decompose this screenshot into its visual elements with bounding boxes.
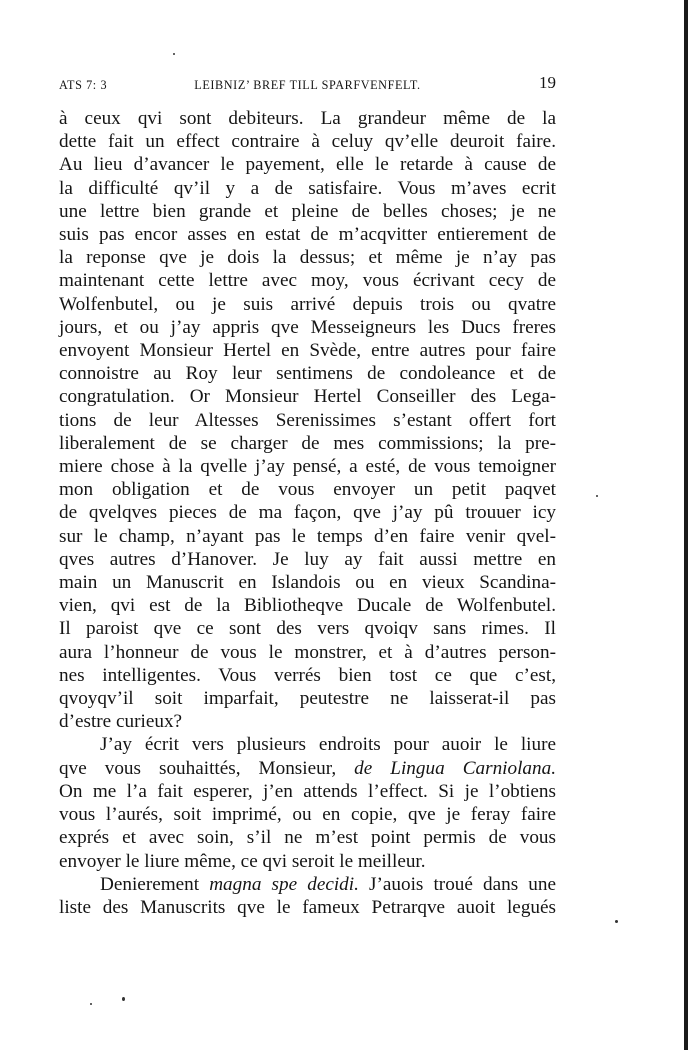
text-run: jours, et ou j’ay appris qve Messeigneurs les Ducs freres [59,316,556,338]
text-run: Wolfenbutel, ou je suis arrivé depuis trois ou qvatre [59,293,556,315]
text-run: On me l’a fait esperer, j’en attends l’effect. Si je l’obtiens [59,780,556,802]
text-line [59,641,556,664]
text-run: Au lieu d’avancer le payement, elle le retarde à cause de [59,154,556,176]
body-text [59,107,556,919]
text-run: une lettre bien grande et pleine de belles choses; je ne [59,200,556,222]
text-run: liste des Manuscrits qve le fameux Petrarqve auoit legués [59,896,556,918]
text-line [59,362,556,385]
scan-speck [122,997,125,1001]
text-run: la reponse qve je dois la dessus; et même je n’ay pas [59,247,556,269]
text-run: vien, qvi est de la Bibliotheqve Ducale de Wolfenbutel. [59,595,556,617]
text-run: Denierement [100,873,210,895]
text-run: de qvelqves pieces de ma façon, qve j’ay pû trouuer icy [59,502,556,524]
text-line [59,873,556,896]
text-line [59,803,556,826]
text-run: vous l’aurés, soit imprimé, ou en copie, qve je feray faire [59,804,556,826]
text-line [59,478,556,501]
text-run: à ceux qvi sont debiteurs. La grandeur même de la [59,108,556,129]
text-run: maintenant cette lettre avec moy, vous écrivant cecy de [59,270,556,292]
page-number: 19 [539,73,556,92]
text-run: qvoyqv’il soit imparfait, peutestre ne laisserat-il pas [59,688,556,710]
header-title: LEIBNIZ’ BREF TILL SPARFVENFELT. [194,78,421,92]
text-run: qve vous souhaittés, Monsieur, [59,757,355,779]
page-edge-shadow [684,0,688,1050]
italic-phrase: de Lingua Carniolana. [354,757,556,779]
running-header [59,74,556,94]
text-run: nes intelligentes. Vous verrés bien tost ce que c’est, [59,664,556,686]
text-line [59,571,556,594]
text-run: J’auois troué dans une [358,873,556,895]
header-volume: ATS 7: 3 [59,78,108,92]
text-line [59,664,556,687]
text-run: congratulation. Or Monsieur Hertel Conseiller des Lega- [59,386,556,408]
text-line [59,710,556,733]
text-line [59,200,556,223]
text-line [59,896,556,919]
text-line [59,130,556,153]
text-line [59,780,556,803]
text-run: la difficulté qv’il y a de satisfaire. Vous m’aves ecrit [59,177,556,199]
text-run: exprés et avec soin, s’il ne m’est point permis de vous [59,827,556,849]
scan-speck [615,920,618,923]
text-line [59,455,556,478]
text-run: suis pas encor asses en estat de m’acqvitter entierement de [59,224,556,246]
text-line [59,687,556,710]
text-run: J’ay écrit vers plusieurs endroits pour auoir le liure [100,734,556,756]
text-line [59,246,556,269]
text-line [59,177,556,200]
text-line [59,409,556,432]
text-line [59,757,556,780]
text-run: sur le champ, n’ayant pas le temps d’en faire venir qvel- [59,525,556,547]
text-run: mon obligation et de vous envoyer un petit paqvet [59,479,556,501]
text-run: Il paroist qve ce sont des vers qvoiqv sans rimes. Il [59,618,556,640]
text-run: liberalement de se charger de mes commissions; la pre- [59,432,556,454]
text-line [59,107,556,130]
text-line [59,269,556,292]
text-line [59,501,556,524]
text-line [59,316,556,339]
text-run: envoyer le liure même, ce qvi seroit le meilleur. [59,850,426,872]
text-line [59,153,556,176]
text-line [59,339,556,362]
text-line [59,525,556,548]
text-run: d’estre curieux? [59,711,183,733]
text-line [59,826,556,849]
text-line [59,594,556,617]
text-line [59,733,556,756]
text-run: envoyent Monsieur Hertel en Svède, entre autres pour faire [59,340,556,362]
italic-phrase: magna spe decidi. [209,873,359,895]
text-line [59,850,556,873]
text-line [59,617,556,640]
scan-speck [173,53,175,55]
text-run: main un Manuscrit en Islandois ou en vieux Scandina- [59,572,556,594]
text-run: miere chose à la qvelle j’ay pensé, a esté, de vous temoigner [59,456,556,478]
text-line [59,223,556,246]
text-run: qves autres d’Hanover. Je luy ay fait aussi mettre en [59,548,556,570]
text-run: dette fait un effect contraire à celuy qv’elle deuroit faire. [59,131,556,153]
text-run: connoistre au Roy leur sentimens de condoleance et de [59,363,556,385]
text-line [59,548,556,571]
text-line [59,385,556,408]
scan-speck [596,495,598,497]
text-run: tions de leur Altesses Serenissimes s’estant offert fort [59,409,556,431]
scan-speck [90,1003,92,1005]
text-run: aura l’honneur de vous le monstrer, et à d’autres person- [59,641,556,663]
text-line [59,432,556,455]
text-line [59,293,556,316]
